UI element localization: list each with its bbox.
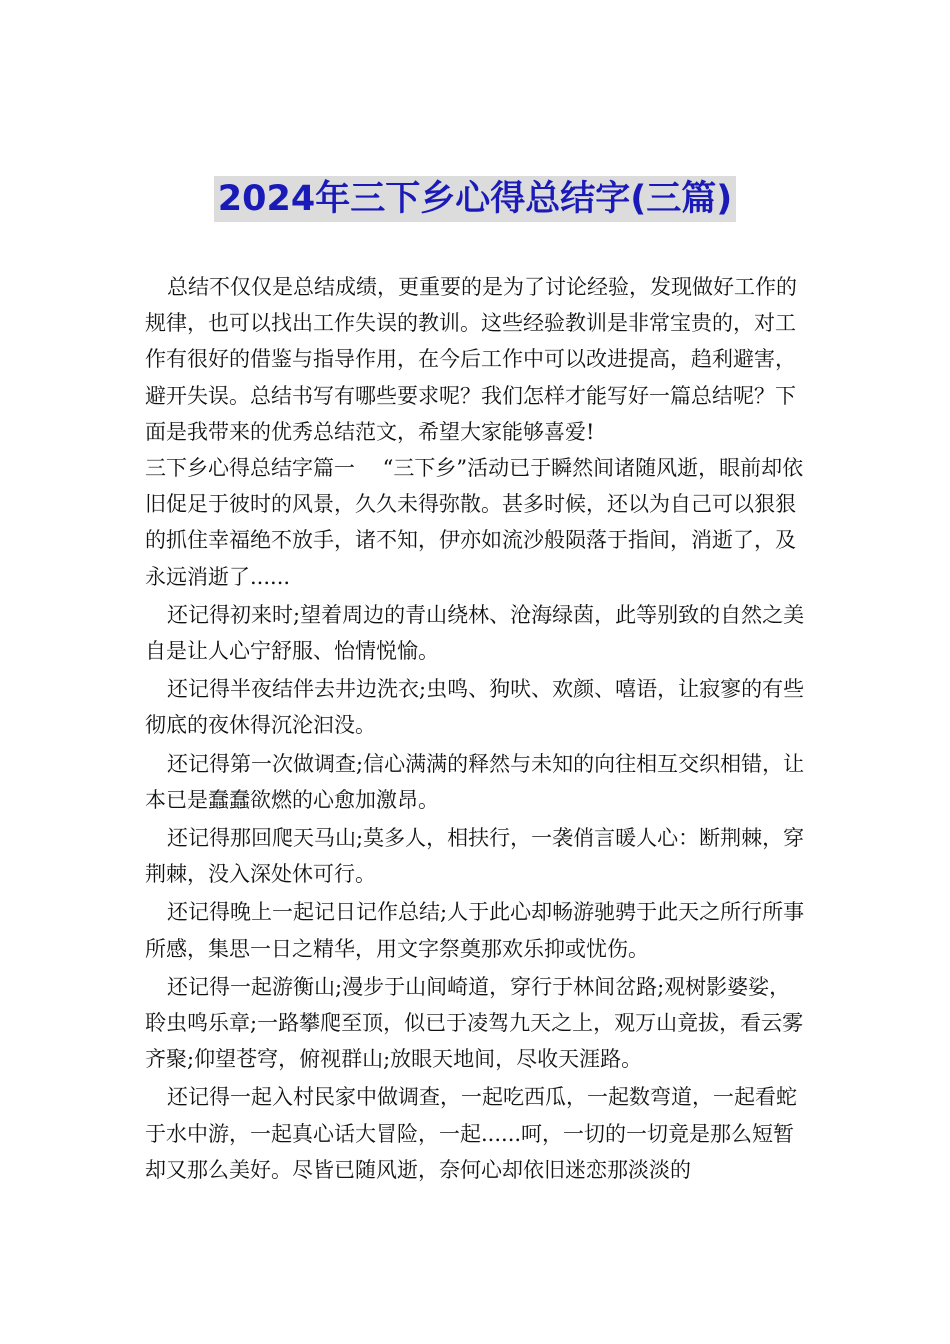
- memory-paragraph-2: 还记得半夜结伴去井边洗衣;虫鸣、狗吠、欢颜、嘻语，让寂寥的有些彻底的夜休得沉沦汩没。: [145, 677, 805, 738]
- document-title: 2024年三下乡心得总结字(三篇): [214, 176, 736, 222]
- intro-paragraph: 总结不仅仅是总结成绩，更重要的是为了讨论经验，发现做好工作的规律，也可以找出工作失误的教训。这些经验教训是非常宝贵的，对工作有很好的借鉴与指导作用，在今后工作中可以改进提高，趋利避害，避开失误。总结书写有哪些要求呢？我们怎样才能写好一篇总结呢？下面是我带来的优秀总结范文，希望大家能够喜爱!: [145, 275, 797, 444]
- memory-paragraph-6: 还记得一起游衡山;漫步于山间崎道，穿行于林间岔路;观树影婆娑，聆虫鸣乐章;一路攀爬至顶，似已于凌驾九天之上，观万山竟拔，看云雾齐聚;仰望苍穹，俯视群山;放眼天地间，尽收天涯路。: [145, 974, 804, 1072]
- memory-paragraph-5: 还记得晚上一起记日记作总结;人于此心却畅游驰骋于此天之所行所事所感，集思一日之精华，用文字祭奠那欢乐抑或忧伤。: [145, 900, 805, 961]
- memory-paragraph-7: 还记得一起入村民家中做调查，一起吃西瓜，一起数弯道，一起看蛇于水中游，一起真心话大冒险，一起......呵，一切的一切竟是那么短暂却又那么美好。尽皆已随风逝，奈何心却依旧迷恋那淡淡的: [145, 1085, 797, 1182]
- memory-paragraph-4: 还记得那回爬天马山;莫多人，相扶行，一袭俏言暖人心：断荆棘，穿荆棘，没入深处休可行。: [145, 826, 805, 887]
- memory-paragraph-1: 还记得初来时;望着周边的青山绕林、沧海绿茵，此等别致的自然之美自是让人心宁舒服、怡情悦愉。: [145, 602, 805, 664]
- title-container: [0, 176, 950, 222]
- section-one-paragraph: 三下乡心得总结字篇一 “三下乡”活动已于瞬然间诸随风逝，眼前却依旧促足于彼时的风景，久久未得弥散。甚多时候，还以为自己可以狠狠的抓住幸福绝不放手，诸不知，伊亦如流沙般陨落于指间，消逝了，及永远消逝了......: [145, 456, 804, 589]
- document-body: [145, 269, 811, 1188]
- memory-paragraph-3: 还记得第一次做调查;信心满满的释然与未知的向往相互交织相错，让本已是蠢蠢欲燃的心愈加激昂。: [145, 751, 805, 812]
